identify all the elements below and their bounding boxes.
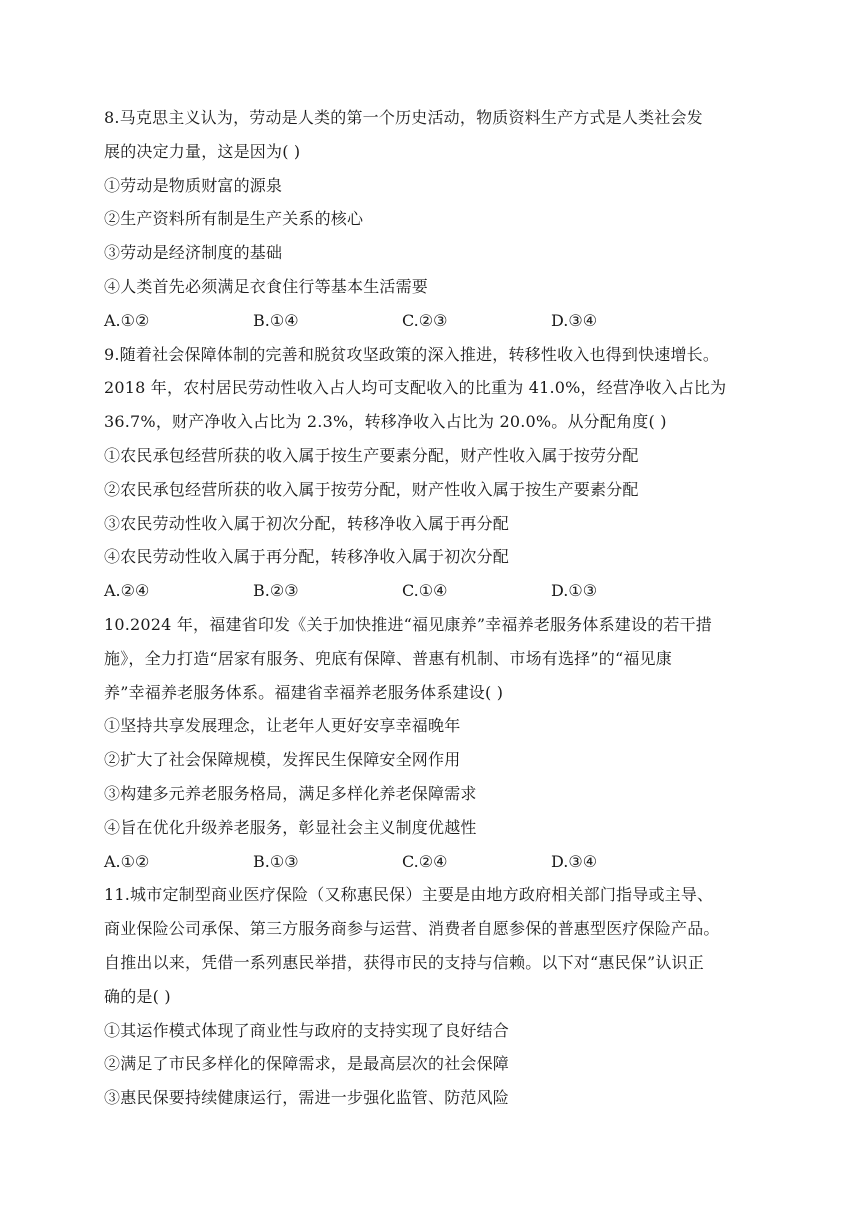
question-8	[104, 101, 764, 338]
question-stem-line: 确的是( )	[104, 986, 171, 1006]
choice-d: D.③④	[551, 310, 598, 330]
option-line: ①劳动是物质财富的源泉	[104, 175, 283, 195]
question-10	[104, 608, 764, 878]
document-page	[104, 101, 764, 1115]
question-stem-line: 11.城市定制型商业医疗保险（又称惠民保）主要是由地方政府相关部门指导或主导、	[104, 885, 714, 905]
option-line: ④农民劳动性收入属于再分配，转移净收入属于初次分配	[104, 547, 510, 567]
option-line: ③劳动是经济制度的基础	[104, 243, 283, 263]
choice-d: D.③④	[551, 851, 598, 871]
option-line: ④人类首先必须满足衣食住行等基本生活需要	[104, 276, 429, 296]
choice-c: C.①④	[402, 581, 448, 601]
option-line: ②满足了市民多样化的保障需求，是最高层次的社会保障	[104, 1054, 510, 1074]
answer-choices	[104, 304, 764, 338]
question-stem-line: 商业保险公司承保、第三方服务商参与运营、消费者自愿参保的普惠型医疗保险产品。	[104, 919, 720, 939]
answer-choices	[104, 845, 764, 879]
option-line: ③农民劳动性收入属于初次分配，转移净收入属于再分配	[104, 513, 510, 533]
choice-b: B.①④	[253, 310, 299, 330]
question-stem-line: 施》，全力打造“居家有服务、兜底有保障、普惠有机制、市场有选择”的“福见康	[104, 648, 672, 668]
question-stem-line: 9.随着社会保障体制的完善和脱贫攻坚政策的深入推进，转移性收入也得到快速增长。	[104, 344, 720, 364]
choice-b: B.②③	[253, 581, 299, 601]
question-stem-line: 养”幸福养老服务体系。福建省幸福养老服务体系建设( )	[104, 682, 504, 702]
option-line: ④旨在优化升级养老服务，彰显社会主义制度优越性	[104, 817, 477, 837]
question-stem-line: 8.马克思主义认为，劳动是人类的第一个历史活动，物质资料生产方式是人类社会发	[104, 108, 703, 127]
option-line: ③惠民保要持续健康运行，需进一步强化监管、防范风险	[104, 1088, 510, 1108]
question-stem-line: 10.2024 年，福建省印发《关于加快推进“福见康养”幸福养老服务体系建设的若干措	[104, 614, 713, 634]
option-line: ②扩大了社会保障规模，发挥民生保障安全网作用	[104, 750, 461, 770]
choice-a: A.②④	[104, 581, 150, 601]
choice-b: B.①③	[253, 851, 299, 871]
option-line: ①坚持共享发展理念，让老年人更好安享幸福晚年	[104, 716, 461, 736]
answer-choices	[104, 574, 764, 608]
question-stem-line: 2018 年，农村居民劳动性收入占人均可支配收入的比重为 41.0%，经营净收入占比为	[104, 378, 727, 398]
question-stem-line: 36.7%，财产净收入占比为 2.3%，转移净收入占比为 20.0%。从分配角度( )	[104, 412, 667, 432]
option-line: ②生产资料所有制是生产关系的核心	[104, 209, 364, 229]
option-line: ①其运作模式体现了商业性与政府的支持实现了良好结合	[104, 1020, 510, 1040]
choice-c: C.②③	[402, 310, 448, 330]
choice-a: A.①②	[104, 310, 150, 330]
option-line: ③构建多元养老服务格局，满足多样化养老保障需求	[104, 783, 477, 803]
question-9	[104, 338, 764, 608]
choice-c: C.②④	[402, 851, 448, 871]
option-line: ②农民承包经营所获的收入属于按劳分配，财产性收入属于按生产要素分配	[104, 479, 639, 499]
option-line: ①农民承包经营所获的收入属于按生产要素分配，财产性收入属于按劳分配	[104, 445, 639, 465]
choice-d: D.①③	[551, 581, 598, 601]
choice-a: A.①②	[104, 851, 150, 871]
question-11	[104, 878, 764, 1115]
question-stem-line: 展的决定力量，这是因为( )	[104, 141, 301, 161]
question-stem-line: 自推出以来，凭借一系列惠民举措，获得市民的支持与信赖。以下对“惠民保”认识正	[104, 952, 704, 972]
